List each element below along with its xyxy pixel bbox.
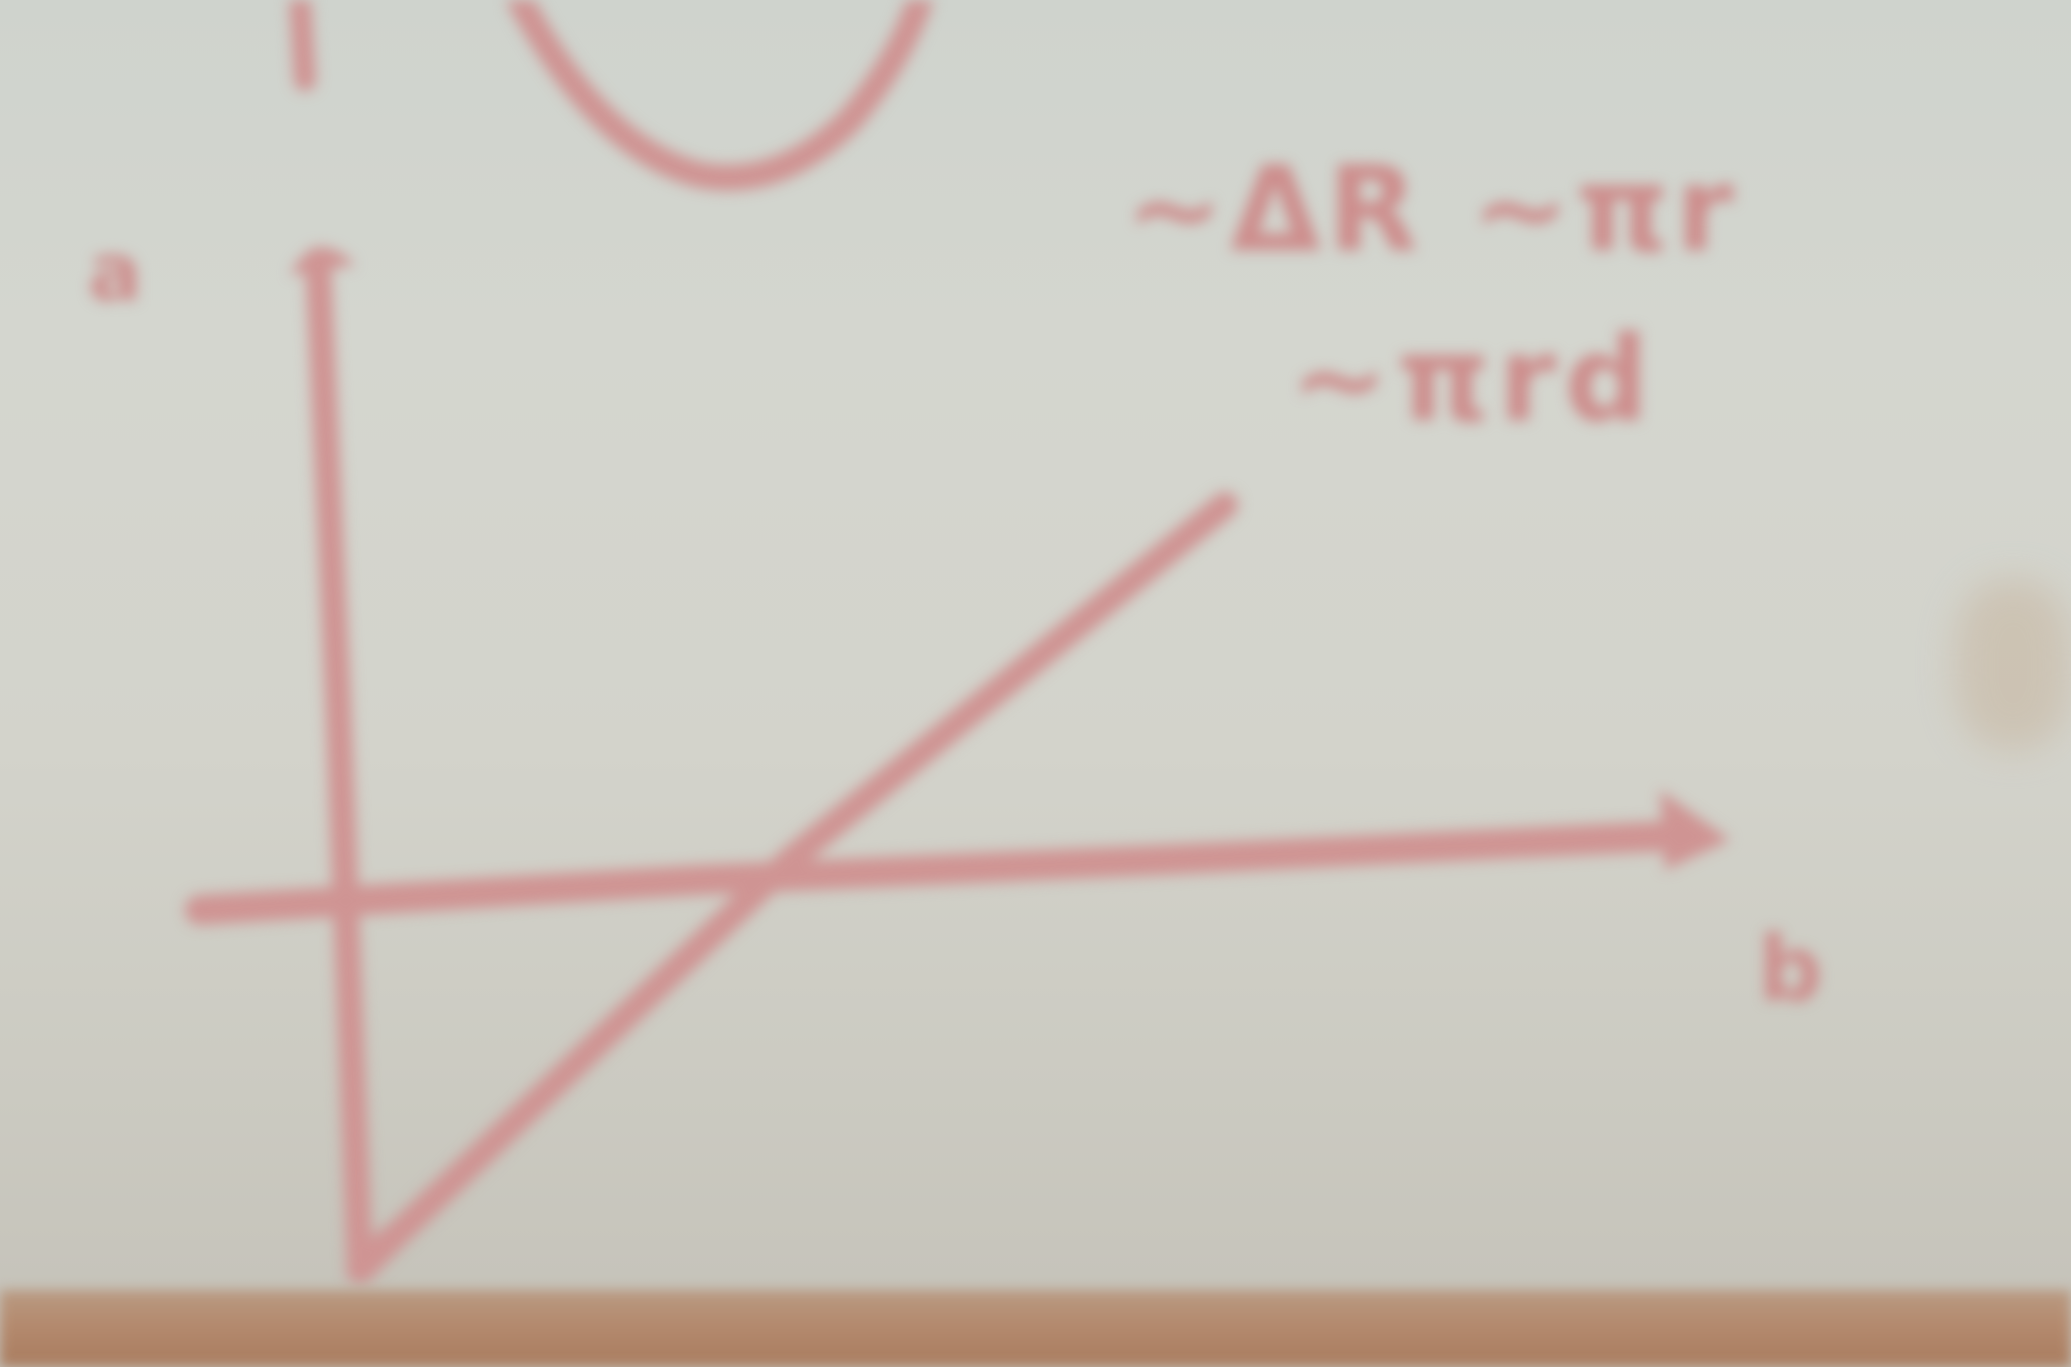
note-line-1: ~ΔR ~πr xyxy=(1125,140,1740,278)
y-axis xyxy=(318,260,360,1270)
x-axis xyxy=(200,835,1690,910)
whiteboard-frame xyxy=(0,1290,2071,1367)
note-line-2: ~πrd xyxy=(1290,310,1657,448)
x-axis-arrowhead xyxy=(1660,790,1730,870)
top-left-stroke xyxy=(300,0,305,80)
x-axis-label: b xyxy=(1758,917,1823,1022)
top-curve xyxy=(520,0,920,178)
right-edge-smudge xyxy=(1955,580,2071,750)
y-axis-label: a xyxy=(88,226,142,319)
